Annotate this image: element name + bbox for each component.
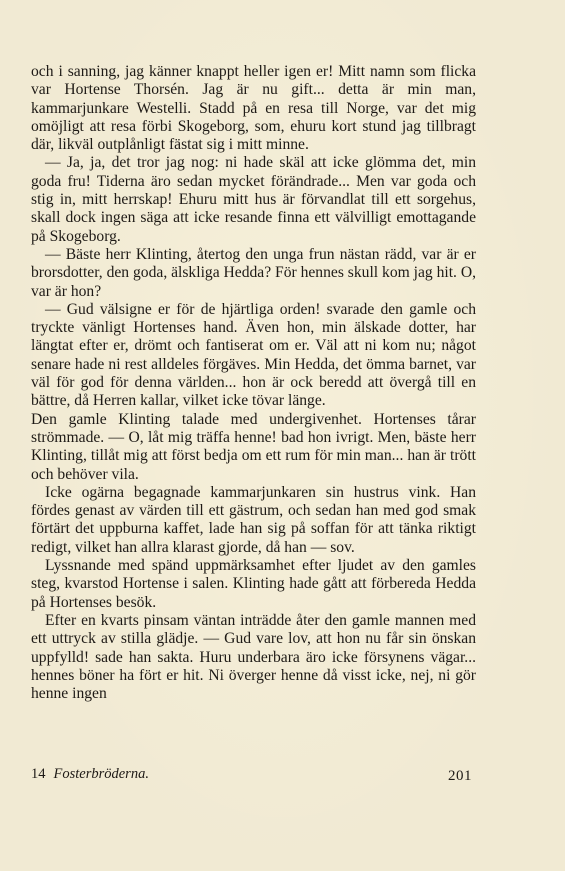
paragraph-6: Icke ogärna begagnade kammarjunkaren sin hustrus vink. Han fördes genast av värden till ett gästrum, och sedan han med god smak förtärt det uppburna kaffet, lade han sig på soffan för att tänka riktigt redigt, vilket han allra klarast gjorde, då han — sov.	[31, 483, 476, 556]
page-footer	[31, 766, 476, 786]
printer-signature	[31, 766, 149, 783]
paragraph-8: Efter en kvarts pinsam väntan inträdde åter den gamle mannen med ett uttryck av stilla glädje. — Gud vare lov, att hon nu får sin önskan uppfylld! sade han sakta. Huru underbara äro icke försynens vägar... hennes böner ha fört er hit. Ni överger henne då visst icke, nej, ni gör henne ingen	[31, 611, 476, 703]
paragraph-2: — Ja, ja, det tror jag nog: ni hade skäl att icke glömma det, min goda fru! Tiderna äro sedan mycket förändrade... Men var goda och stig in, mitt herrskap! Ehuru mitt hus är förvandlat till ett sorgehus, skall dock ingen säga att icke resande finna ett välvilligt emottagande på Skogeborg.	[31, 154, 476, 245]
signature-number: 14	[31, 766, 46, 782]
paragraph-3: — Bäste herr Klinting, återtog den unga frun nästan rädd, var är er brorsdotter, den goda, älskliga Hedda? För hennes skull kom jag hit. O, var är hon?	[31, 245, 477, 300]
paragraph-4: — Gud välsigne er för de hjärtliga orden! svarade den gamle och tryckte vänligt Hortenses hand. Även hon, min älskade dotter, har längtat efter er, drömt och fantiserat om er. Väl att ni kom nu; något senare hade ni rest alldeles förgäves. Min Hedda, det ömma barnet, var väl för god för denna världen... hon är ock beredd att övergå till en bättre, då Herren kallar, vilket icke tövar länge.	[31, 300, 476, 410]
page-number: 201	[448, 768, 472, 784]
paragraph-1: och i sanning, jag känner knappt heller igen er! Mitt namn som flicka var Hortense Thorsén. Jag är nu gift... detta är min man, kammarjunkare Westelli. Stadd på en resa till Norge, var det mig omöjligt att resa förbi Skogeborg, som, ehuru kort stund jag tillbragt där, likväl outplånligt fästat sig i mitt minne.	[31, 63, 476, 154]
body-text	[31, 63, 476, 703]
signature-title: Fosterbröderna.	[53, 766, 149, 782]
paragraph-7: Lyssnande med spänd uppmärksamhet efter ljudet av den gamles steg, kvarstod Hortense i salen. Klinting hade gått att förbereda Hedda på Hortenses besök.	[31, 557, 476, 611]
paragraph-5: Den gamle Klinting talade med undergivenhet. Hortenses tårar strömmade. — O, låt mig träffa henne! bad hon ivrigt. Men, bäste herr Klinting, tillåt mig att först bedja om ett rum för min man... han är trött och behöver vila.	[31, 410, 476, 483]
